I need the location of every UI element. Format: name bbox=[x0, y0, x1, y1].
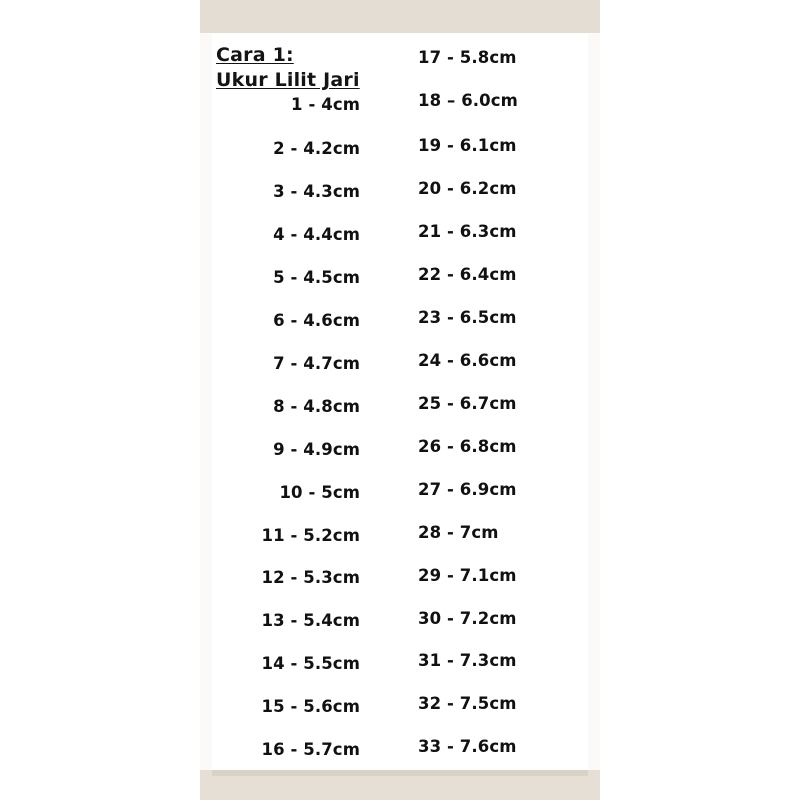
list-item: 32 - 7.5cm bbox=[418, 694, 517, 713]
list-item: 14 - 5.5cm bbox=[261, 654, 360, 673]
list-item: 28 - 7cm bbox=[418, 523, 499, 542]
paper-edge-right bbox=[588, 0, 600, 800]
list-item: 20 - 6.2cm bbox=[418, 179, 517, 198]
chart-heading-line1: Cara 1: bbox=[216, 44, 294, 66]
list-item: 12 - 5.3cm bbox=[261, 568, 360, 587]
list-item: 11 - 5.2cm bbox=[261, 526, 360, 545]
list-item: 33 - 7.6cm bbox=[418, 737, 517, 756]
list-item: 22 - 6.4cm bbox=[418, 265, 517, 284]
list-item: 19 - 6.1cm bbox=[418, 136, 517, 155]
list-item: 26 - 6.8cm bbox=[418, 437, 517, 456]
list-item: 5 - 4.5cm bbox=[273, 268, 360, 287]
list-item: 10 - 5cm bbox=[279, 483, 360, 502]
list-item: 18 – 6.0cm bbox=[418, 91, 518, 110]
list-item: 7 - 4.7cm bbox=[273, 354, 360, 373]
list-item: 31 - 7.3cm bbox=[418, 651, 517, 670]
list-item: 23 - 6.5cm bbox=[418, 308, 517, 327]
list-item: 15 - 5.6cm bbox=[261, 697, 360, 716]
list-item: 4 - 4.4cm bbox=[273, 225, 360, 244]
list-item: 25 - 6.7cm bbox=[418, 394, 517, 413]
list-item: 13 - 5.4cm bbox=[261, 611, 360, 630]
chart-heading-line2: Ukur Lilit Jari bbox=[216, 69, 360, 91]
list-item: 21 - 6.3cm bbox=[418, 222, 517, 241]
list-item: 3 - 4.3cm bbox=[273, 182, 360, 201]
paper-edge-left bbox=[200, 0, 212, 800]
list-item: 2 - 4.2cm bbox=[273, 139, 360, 158]
list-item: 30 - 7.2cm bbox=[418, 609, 517, 628]
list-item: 8 - 4.8cm bbox=[273, 397, 360, 416]
top-beige-band bbox=[200, 0, 600, 33]
chart-heading bbox=[216, 43, 416, 93]
bottom-beige-band-shadow bbox=[212, 770, 588, 776]
list-item: 24 - 6.6cm bbox=[418, 351, 517, 370]
list-item: 17 - 5.8cm bbox=[418, 48, 517, 67]
list-item: 6 - 4.6cm bbox=[273, 311, 360, 330]
list-item: 16 - 5.7cm bbox=[261, 740, 360, 759]
list-item: 9 - 4.9cm bbox=[273, 440, 360, 459]
list-item: 29 - 7.1cm bbox=[418, 566, 517, 585]
list-item: 1 - 4cm bbox=[291, 95, 360, 114]
list-item: 27 - 6.9cm bbox=[418, 480, 517, 499]
